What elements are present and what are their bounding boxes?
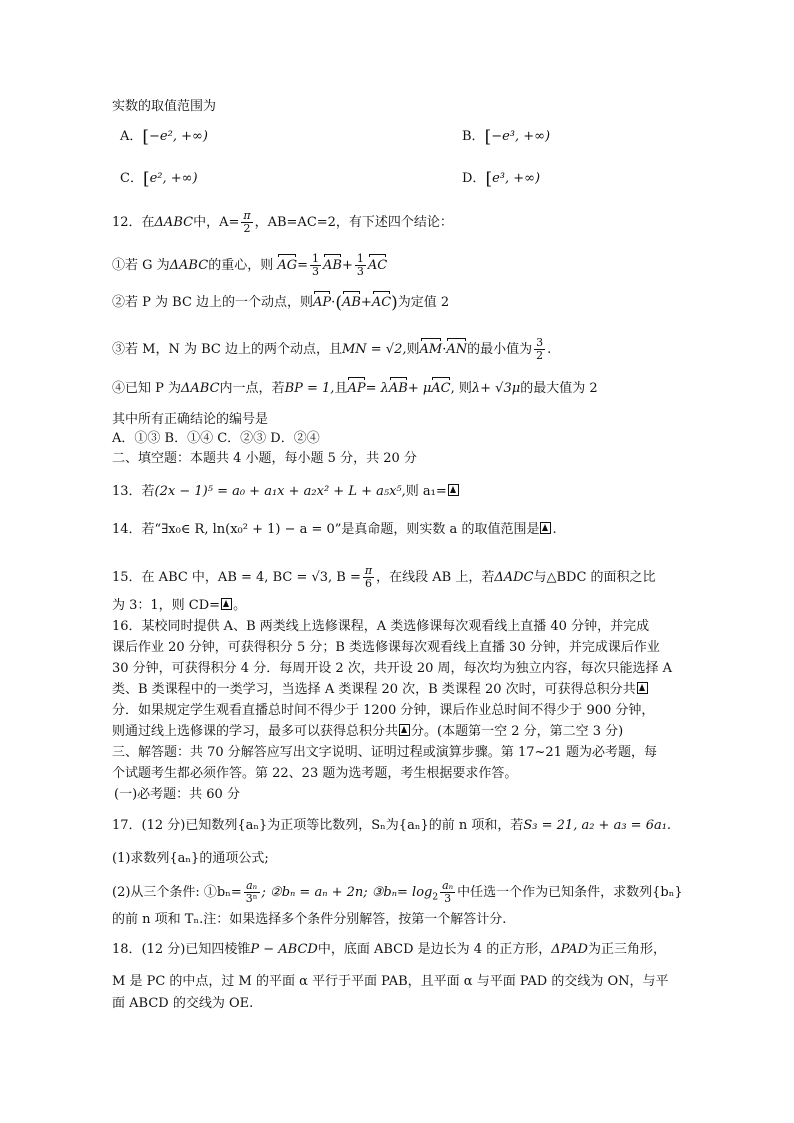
section-2-heading: 二、填空题：本题共 4 小题，每小题 5 分，共 20 分 [112, 451, 417, 466]
q16-line-1: 16．某校同时提供 A、B 两类线上选修课程，A 类选修课每次观看线上直播 40 分钟，并完成 [112, 619, 650, 634]
answer-blank-icon [399, 724, 410, 736]
q11-option-a: A．[−e², +∞) [120, 127, 208, 147]
answer-blank-icon [637, 682, 648, 694]
q16-line-2: 课后作业 20 分钟，可获得积分 5 分；B 类选修课每次观看线上直播 30 分钟，并完成课后作业 [112, 640, 660, 655]
q15-line-1: 15．在 ABC 中，AB = 4, BC = √3, B = $\frac{\pi}{6}$ ，在线段 AB 上，若ΔADC与△BDC 的面积之比 [112, 564, 656, 590]
q18-line-3: 面 ABCD 的交线为 OE. [112, 996, 254, 1011]
q12-statement-3: ③若 M，N 为 BC 边上的两个动点，且MN = √2,则AM·AN的最小值为 $\frac{3}{2}$ . [112, 336, 552, 362]
q17-line-4: 的前 n 项和 Tₙ.注：如果选择多个条件分别解答，按第一个解答计分. [112, 912, 507, 927]
q16-line-4: 类、B 类课程中的一类学习，当选择 A 类课程 20 次，B 类课程 20 次时，可获得总积分共 [112, 681, 649, 699]
q11-option-b: B．[−e³, +∞) [462, 127, 551, 147]
q12-ask: 其中所有正确结论的编号是 [112, 412, 269, 427]
q11-option-d: D．[e³, +∞) [462, 169, 541, 189]
answer-blank-icon [221, 598, 232, 610]
q17-line-3: (2)从三个条件: ①bₙ= $\frac{\text{aₙ}}{\text{3ⁿ}}$ ; ②bₙ = aₙ + 2n; ③bₙ= $\log_2$ $\frac{\text{aₙ}}{3}$ 中任选一个作为已知条件，求数列{bₙ} [112, 879, 683, 905]
q12-statement-1: ①若 G 为ΔABC的重心，则 AG= $\frac{1}{3}$ AB+ $\frac{1}{3}$ AC [112, 252, 388, 278]
q11-option-c: C．[e², +∞) [120, 169, 198, 189]
q17-line-1: 17．(12 分)已知数列{aₙ}为正项等比数列，Sₙ为{aₙ}的前 n 项和，若S₃ = 21, a₂ + a₃ = 6a₁. [112, 818, 672, 833]
pi-over-2: $\frac{\pi}{2}$ [243, 209, 251, 235]
q12-statement-2: ②若 P 为 BC 边上的一个动点，则AP·(AB+AC)为定值 2 [112, 293, 450, 313]
q13: 13．若(2x − 1)⁵ = a₀ + a₁x + a₂x² + L + a₅x⁵,则 a₁= [112, 483, 460, 501]
section-3-line-1: 三、解答题：共 70 分解答应写出文字说明、证明过程或演算步骤。第 17~21 题为必考题，每 [112, 745, 658, 760]
q11-tail: 实数的取值范围为 [112, 99, 217, 114]
answer-blank-icon [540, 522, 551, 534]
q18-line-2: M 是 PC 的中点，过 M 的平面 α 平行于平面 PAB，且平面 α 与平面 PAD 的交线为 ON，与平 [112, 974, 669, 989]
section-3-line-2: 个试题考生都必须作答。第 22、23 题为选考题，考生根据要求作答。 [112, 766, 518, 781]
q16-line-5: 分．如果规定学生观看直播总时间不得少于 1200 分钟，课后作业总时间不得少于 900 分钟， [112, 703, 655, 718]
q12-stem: 12．在ΔABC中，A= $\frac{\pi}{2}$ ，AB=AC=2，有下述四个结论： [112, 209, 453, 235]
q15-line-2: 为 3：1，则 CD= 。 [112, 598, 247, 613]
q18-line-1: 18．(12 分)已知四棱锥P − ABCD中，底面 ABCD 是边长为 4 的正方形，ΔPAD为正三角形， [112, 942, 666, 957]
q12-choices: A．①③ B．①④ C．②③ D．②④ [112, 431, 320, 446]
q16-line-3: 30 分钟，可获得积分 4 分．每周开设 2 次，共开设 20 周，每次均为独立内容，每次只能选择 A [112, 661, 673, 676]
section-3-line-3: (一)必考题：共 60 分 [114, 787, 240, 802]
answer-blank-icon [448, 484, 459, 496]
q17-line-2: (1)求数列{aₙ}的通项公式; [112, 851, 269, 866]
q12-statement-4: ④已知 P 为ΔABC内一点，若BP = 1,且AP= λAB+ μAC, 则λ+ √3μ的最大值为 2 [112, 381, 598, 396]
q14: 14．若“∃x₀∈ R, ln(x₀² + 1) − a = 0”是真命题，则实数 a 的取值范围是 . [112, 522, 557, 537]
q16-line-6: 则通过线上选修课的学习，最多可以获得总积分共 分。(本题第一空 2 分，第二空 3 分) [112, 724, 624, 739]
